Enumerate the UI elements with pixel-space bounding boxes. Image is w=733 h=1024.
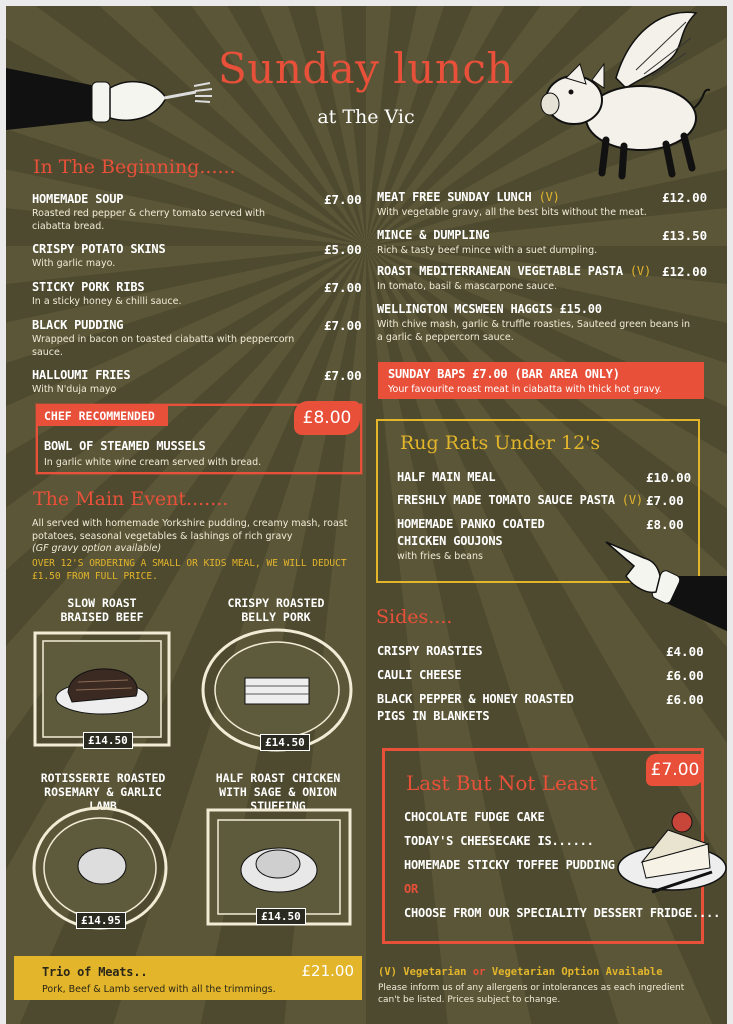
dessert-item: CHOCOLATE FUDGE CAKE <box>404 810 545 824</box>
menu-page <box>6 6 727 1024</box>
right-main-name-text: MINCE & DUMPLING <box>377 228 490 242</box>
dish-1-name: SLOW ROAST BRAISED BEEF <box>60 596 144 624</box>
chef-dish-desc: In garlic white wine cream served with bread. <box>44 457 262 468</box>
kids-item-name <box>397 493 643 507</box>
main-intro: All served with homemade Yorkshire pudding, creamy mash, roast potatoes, seasonal vegetables & lashings of rich gravy <box>32 518 348 542</box>
starter-item-name: HOMEMADE SOUP <box>32 192 124 206</box>
right-main-price: £13.50 <box>662 228 708 243</box>
side-item-name: BLACK PEPPER & HONEY ROASTED <box>377 692 574 706</box>
kids-item-name <box>397 470 495 484</box>
diet-legend <box>378 966 663 978</box>
pointing-hand-icon <box>604 536 727 632</box>
page-subtitle: at The Vic <box>317 106 415 128</box>
trio-name: Trio of Meats.. <box>42 965 148 979</box>
side-item-price: £6.00 <box>666 668 704 683</box>
kids-item-price: £8.00 <box>646 517 684 532</box>
starter-item-name: STICKY PORK RIBS <box>32 280 145 294</box>
chef-price-badge: £8.00 <box>294 401 360 435</box>
kids-item-name-text: HALF MAIN MEAL <box>397 470 496 484</box>
desserts-price-badge: £7.00 <box>646 754 704 786</box>
kids-item-name-line2: CHICKEN GOUJONS <box>397 534 503 548</box>
starter-item-desc: With N'duja mayo <box>32 384 117 395</box>
baps-title: SUNDAY BAPS £7.00 (BAR AREA ONLY) <box>388 367 620 381</box>
starter-item-price: £7.00 <box>324 192 362 207</box>
gf-note: (GF gravy option available) <box>32 543 162 554</box>
kids-item-name <box>397 517 545 531</box>
right-main-desc: With chive mash, garlic & truffle roasties, Sauteed green beans in a garlic & peppercorn sauce. <box>377 319 691 343</box>
veg-marker: (V) <box>621 493 643 507</box>
starters-heading: In The Beginning...... <box>33 156 236 178</box>
starter-item-price: £7.00 <box>324 368 362 383</box>
starter-item-desc: Wrapped in bacon on toasted ciabatta with peppercorn sauce. <box>32 334 295 358</box>
page-title: Sunday lunch <box>218 44 514 93</box>
dish-2-price: £14.50 <box>260 734 310 751</box>
starter-item-name: BLACK PUDDING <box>32 318 124 332</box>
right-main-name <box>377 228 489 242</box>
right-main-name <box>377 302 602 316</box>
right-main-name-text: ROAST MEDITERRANEAN VEGETABLE PASTA <box>377 264 623 278</box>
side-item-name: CAULI CHEESE <box>377 668 462 682</box>
allergy-note: Please inform us of any allergens or intolerances as each ingredient can't be listed. Prices subject to change. <box>378 983 685 1005</box>
dish-1-price: £14.50 <box>83 732 133 749</box>
veg-marker: (V) <box>538 190 560 204</box>
starter-item-name: CRISPY POTATO SKINS <box>32 242 166 256</box>
dish-2-name: CRISPY ROASTED BELLY PORK <box>227 596 325 624</box>
starter-item-price: £5.00 <box>324 242 362 257</box>
veg-marker: (V) <box>629 264 651 278</box>
starter-item-desc: Roasted red pepper & cherry tomato served with ciabatta bread. <box>32 208 266 232</box>
main-heading: The Main Event....... <box>33 488 229 510</box>
sides-heading: Sides.... <box>376 606 453 628</box>
side-item-price: £4.00 <box>666 644 704 659</box>
trio-box <box>14 956 362 1000</box>
flying-pig-icon <box>526 8 716 183</box>
dish-3-price: £14.95 <box>76 912 126 929</box>
right-main-name-text: WELLINGTON MCSWEEN HAGGIS £15.00 <box>377 302 602 316</box>
kids-item-desc: with fries & beans <box>397 551 483 562</box>
kids-heading: Rug Rats Under 12's <box>400 432 601 454</box>
dish-4-name: HALF ROAST CHICKEN WITH SAGE & ONION STUFFING <box>215 771 341 813</box>
chef-dish-name: BOWL OF STEAMED MUSSELS <box>44 439 206 453</box>
trio-desc: Pork, Beef & Lamb served with all the trimmings. <box>42 984 276 995</box>
dessert-item: OR <box>404 882 419 896</box>
right-main-desc: In tomato, basil & mascarpone sauce. <box>377 281 558 292</box>
legend-or: or <box>472 966 486 978</box>
dessert-item: CHOOSE FROM OUR SPECIALITY DESSERT FRIDGE.... <box>404 906 721 920</box>
kids-item-name-text: HOMEMADE PANKO COATED <box>397 517 545 531</box>
hand-with-fork-icon <box>6 58 216 138</box>
cheesecake-icon <box>612 802 727 902</box>
side-item-price: £6.00 <box>666 692 704 707</box>
legend-v: (V) Vegetarian <box>378 966 467 978</box>
kids-item-price: £7.00 <box>646 493 684 508</box>
starter-item-desc: In a sticky honey & chilli sauce. <box>32 296 182 307</box>
right-main-price: £12.00 <box>662 190 708 205</box>
dessert-item: TODAY'S CHEESECAKE IS...... <box>404 834 594 848</box>
baps-box <box>378 362 704 399</box>
dessert-item: HOMEMADE STICKY TOFFEE PUDDING <box>404 858 615 872</box>
right-main-desc: With vegetable gravy, all the best bits without the meat. <box>377 207 647 218</box>
starter-item-price: £7.00 <box>324 280 362 295</box>
kids-item-price: £10.00 <box>646 470 692 485</box>
starter-item-desc: With garlic mayo. <box>32 258 116 269</box>
dish-4-price: £14.50 <box>256 908 306 925</box>
side-item-name-line2: PIGS IN BLANKETS <box>377 709 490 723</box>
baps-desc: Your favourite roast meat in ciabatta with thick hot gravy. <box>388 384 662 395</box>
side-item-name: CRISPY ROASTIES <box>377 644 483 658</box>
trio-price: £21.00 <box>301 962 354 980</box>
right-main-name <box>377 190 560 204</box>
right-main-desc: Rich & tasty beef mince with a suet dumpling. <box>377 245 598 256</box>
starter-item-name: HALLOUMI FRIES <box>32 368 131 382</box>
right-main-price: £12.00 <box>662 264 708 279</box>
desserts-heading: Last But Not Least <box>406 771 598 795</box>
starter-item-price: £7.00 <box>324 318 362 333</box>
right-main-name-text: MEAT FREE SUNDAY LUNCH <box>377 190 532 204</box>
dish-3-name: ROTISSERIE ROASTED ROSEMARY & GARLIC LAMB <box>40 771 166 813</box>
kids-item-name-text: FRESHLY MADE TOMATO SAUCE PASTA <box>397 493 615 507</box>
legend-vo: Vegetarian Option Available <box>491 966 663 978</box>
deduct-note: OVER 12'S ORDERING A SMALL OR KIDS MEAL, WE WILL DEDUCT £1.50 FROM FULL PRICE. <box>32 558 347 582</box>
right-main-name <box>377 264 651 278</box>
chef-label: CHEF RECOMMENDED <box>44 409 155 423</box>
